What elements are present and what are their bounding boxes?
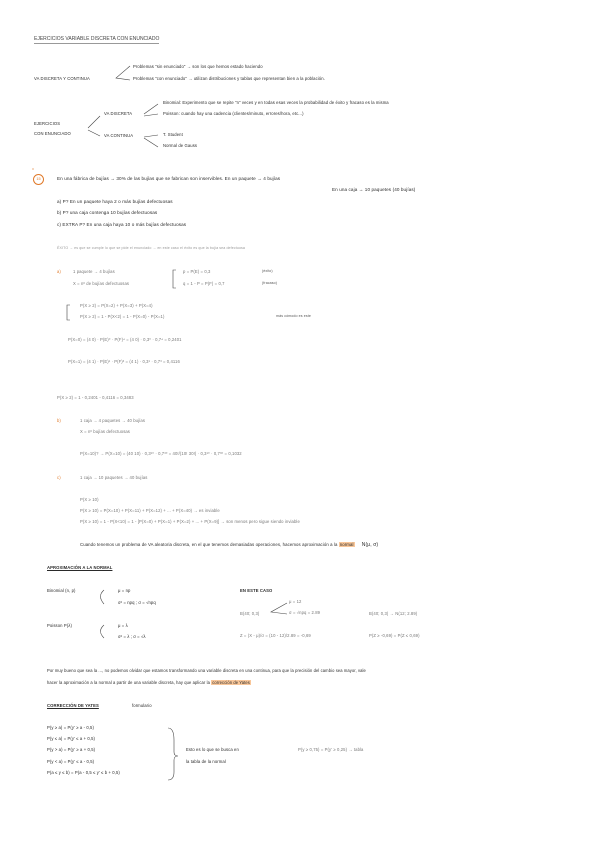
yates-paragraph-line-1: Por muy bueno que sea la ..., no podemos olvidar que estamos transformando una variable discreta en una continua, para que la precisión del cambio sea mayor, vale: [47, 668, 366, 673]
yates-brace: [168, 728, 178, 780]
yates-note-1: Esto es lo que se busca en: [186, 747, 239, 752]
approx-binomial-mu: μ = np: [118, 588, 131, 593]
solution-a-result: P(X ≥ 2) = 1 - 0,2401 - 0,4116 = 0,3483: [57, 395, 134, 400]
approx-binomial-sigma: σ² = npq ; σ = √npq: [118, 600, 156, 605]
va-discreta-label: VA DISCRETA: [104, 111, 133, 116]
fracaso-tag: (fracaso): [262, 281, 278, 285]
intro-branch-lines: [116, 66, 130, 80]
approx-binomial-label: Binomial (n, p): [47, 588, 76, 593]
normal-notation: N(μ, σ): [361, 542, 379, 548]
poisson-brace: [101, 625, 105, 638]
caso-mu: μ = 12: [289, 599, 302, 604]
z-result: P(Z ≥ -0,69) = P(Z ≤ 0,69): [369, 633, 420, 638]
normal-approx-sentence: Cuando tenemos un problema de VA aleatoria discreta, en el que tenemos demasiadas operaciones, hacemos aproximación a la normal N(μ, σ): [80, 542, 379, 548]
solution-c-label: c): [57, 475, 61, 480]
solution-a-line-1: 1 paquete → 4 bujías: [73, 269, 115, 274]
solution-b-line-2: X = nº bujías defectuosas: [80, 429, 131, 434]
solution-a-eq-2: P(X ≥ 2) = 1 - P(X<2) = 1 - P(X=0) - P(X=1): [80, 314, 165, 319]
solution-c-line-4: P(X ≥ 10) = 1 - P(X<10) = 1 - [P(X=0) + P(X=1) + P(X=2) + ... + P(X=9)] → son menos pero sigue siendo inviable: [80, 519, 300, 524]
ejercicios-label: EJERCICIOS: [34, 121, 61, 126]
page-title: EJERCICIOS VARIABLE DISCRETA CON ENUNCIADO: [34, 36, 160, 42]
continua-branch-down: [144, 138, 158, 147]
pq-bracket: [173, 270, 176, 288]
solution-a-eq-3: P(X=0) = (4 0) · P(E)⁰ · P(F)⁴ = (4 0) · 0,3⁰ · 0,7⁴ = 0,2401: [68, 337, 182, 342]
continua-branch-up: [144, 135, 158, 137]
solution-c-line-3: P(X ≥ 10) = P(X=10) + P(X=11) + P(X=12) + ... + P(X=40) → es inviable: [80, 508, 220, 513]
solution-a-line-2: X = nº de bujías defectuosas: [73, 281, 130, 286]
solution-b-line-1: 1 caja → 4 paquetes → 40 bujías: [80, 418, 146, 423]
caso-brace: [271, 603, 287, 614]
z-equation: Z = (X - μ)/σ = (10 - 12)/2.89 = -0,69: [240, 633, 311, 638]
statement-line-2: En una caja → 10 paquetes (40 bujías): [332, 187, 416, 192]
approx-poisson-label: Poisson P(λ): [47, 623, 72, 628]
va-continua-label: VA CONTINUA: [104, 133, 134, 138]
binomial-brace: [101, 590, 105, 604]
normal-gauss-label: Normal de Gauss: [163, 143, 198, 148]
t-student-label: T. Student: [163, 132, 183, 137]
yates-highlight: corrección de Yates: [212, 680, 250, 685]
poisson-definition: Poisson: cuando hay una cadencia (clientes/minuto, errores/hora, etc...): [163, 111, 304, 116]
exercise-number: 15: [33, 174, 44, 185]
solution-a-eq-4: P(X=1) = (4 1) · P(E)¹ · P(F)³ = (4 1) · 0,3¹ · 0,7³ = 0,4116: [68, 359, 180, 364]
approx-poisson-mu: μ = λ: [118, 623, 128, 628]
caso-sigma: σ = √npq = 2.89: [289, 610, 321, 615]
q-failure: q = 1 - P = P(F) = 0,7: [183, 281, 225, 286]
solution-c-line-2: P(X ≥ 10): [80, 497, 99, 502]
statement-line-1: En una fábrica de bujías → 30% de las bujías que se fabrican son inservibles. En un paquete → 4 bujías: [57, 176, 281, 181]
en-este-caso: EN ESTE CASO: [240, 588, 273, 593]
approx-poisson-sigma: σ² = λ ; σ = √λ: [118, 634, 146, 639]
yates-row-3: P(y > a) = P(y' ≥ a + 0,5): [47, 747, 96, 752]
question-a: a) P? En un paquete haya 2 o más bujías defectuosas: [57, 199, 173, 204]
solution-a-label: a): [57, 269, 61, 274]
discreta-branch-up: [144, 104, 158, 114]
approx-header: APROXIMACIÓN A LA NORMAL: [47, 565, 113, 570]
discreta-branch-down: [144, 114, 158, 116]
ejercicios-branch-down: [88, 130, 100, 136]
yates-row-2: P(y ≤ a) = P(y' ≤ a + 0,5): [47, 736, 96, 741]
caso-binomial: B(40; 0,3): [240, 611, 260, 616]
solution-a-eq-1: P(X ≥ 2) = P(X=2) + P(X=3) + P(X=4): [80, 303, 153, 308]
p-success: p = P(E) = 0,3: [183, 269, 211, 274]
exito-tag: (éxito): [262, 269, 273, 273]
formulario-label: formulario: [132, 703, 152, 708]
yates-note-2: la tabla de la normal: [186, 759, 226, 764]
yates-paragraph-line-2: hacer la aproximación a la normal a partir de una variable discreta, hay que aplicar la corrección de Yates: [47, 680, 250, 685]
normal-highlight: normal: [339, 542, 354, 547]
yates-example: P(y ≥ 0,75) = P(y' ≥ 0,25) → tabla: [298, 747, 364, 752]
con-enunciado-label: CON ENUNCIADO: [34, 131, 71, 136]
yates-row-1: P(y ≥ a) = P(y' ≥ a - 0,5): [47, 725, 94, 730]
eq-bracket: [67, 305, 70, 320]
yates-row-4: P(y < a) = P(y' ≤ a - 0,5): [47, 759, 95, 764]
problem-with-statement: Problemas "con enunciado" → utilizan distribuciones y tablas que representan bien a la población.: [133, 76, 325, 81]
solution-b-label: b): [57, 418, 61, 423]
ejercicios-branch-up: [88, 116, 100, 128]
solution-c-line-1: 1 caja → 10 paquetes → 40 bujías: [80, 475, 148, 480]
exito-note: ÉXITO → es que se cumple lo que se pide el enunciado → en este caso el éxito es que la bujía sea defectuosa: [57, 246, 246, 250]
question-b: b) P? una caja contenga 10 bujías defectuosas: [57, 210, 158, 215]
yates-row-5: P(a ≤ y ≤ b) = P(a - 0,5 ≤ y' ≤ b + 0,5): [47, 770, 120, 775]
yates-header: CORRECCIÓN DE YATES: [47, 703, 99, 708]
problem-without-statement: Problemas "sin enunciado" → son los que hemos estado haciendo: [133, 64, 263, 69]
binomial-definition: Binomial: Experimento que se repite "n" veces y en todas esas veces la probabilidad de éxito y fracaso es la misma: [163, 100, 389, 105]
caso-conversion: B(40; 0,3) → N(12; 2.89): [369, 611, 418, 616]
solution-b-eq: P(X=10)? → P(X=10) = (40 10) · 0,3¹⁰ · 0,7³⁰ = 40!/(10! 30!) · 0,3¹⁰ · 0,7³⁰ = 0,1032: [80, 451, 242, 456]
comfort-note: más cómodo es este: [276, 314, 311, 318]
va-label: VA DISCRETA Y CONTINUA: [34, 76, 90, 81]
question-c: c) EXTRA P? En una caja haya 10 o más bujías defectuosas: [57, 222, 187, 227]
